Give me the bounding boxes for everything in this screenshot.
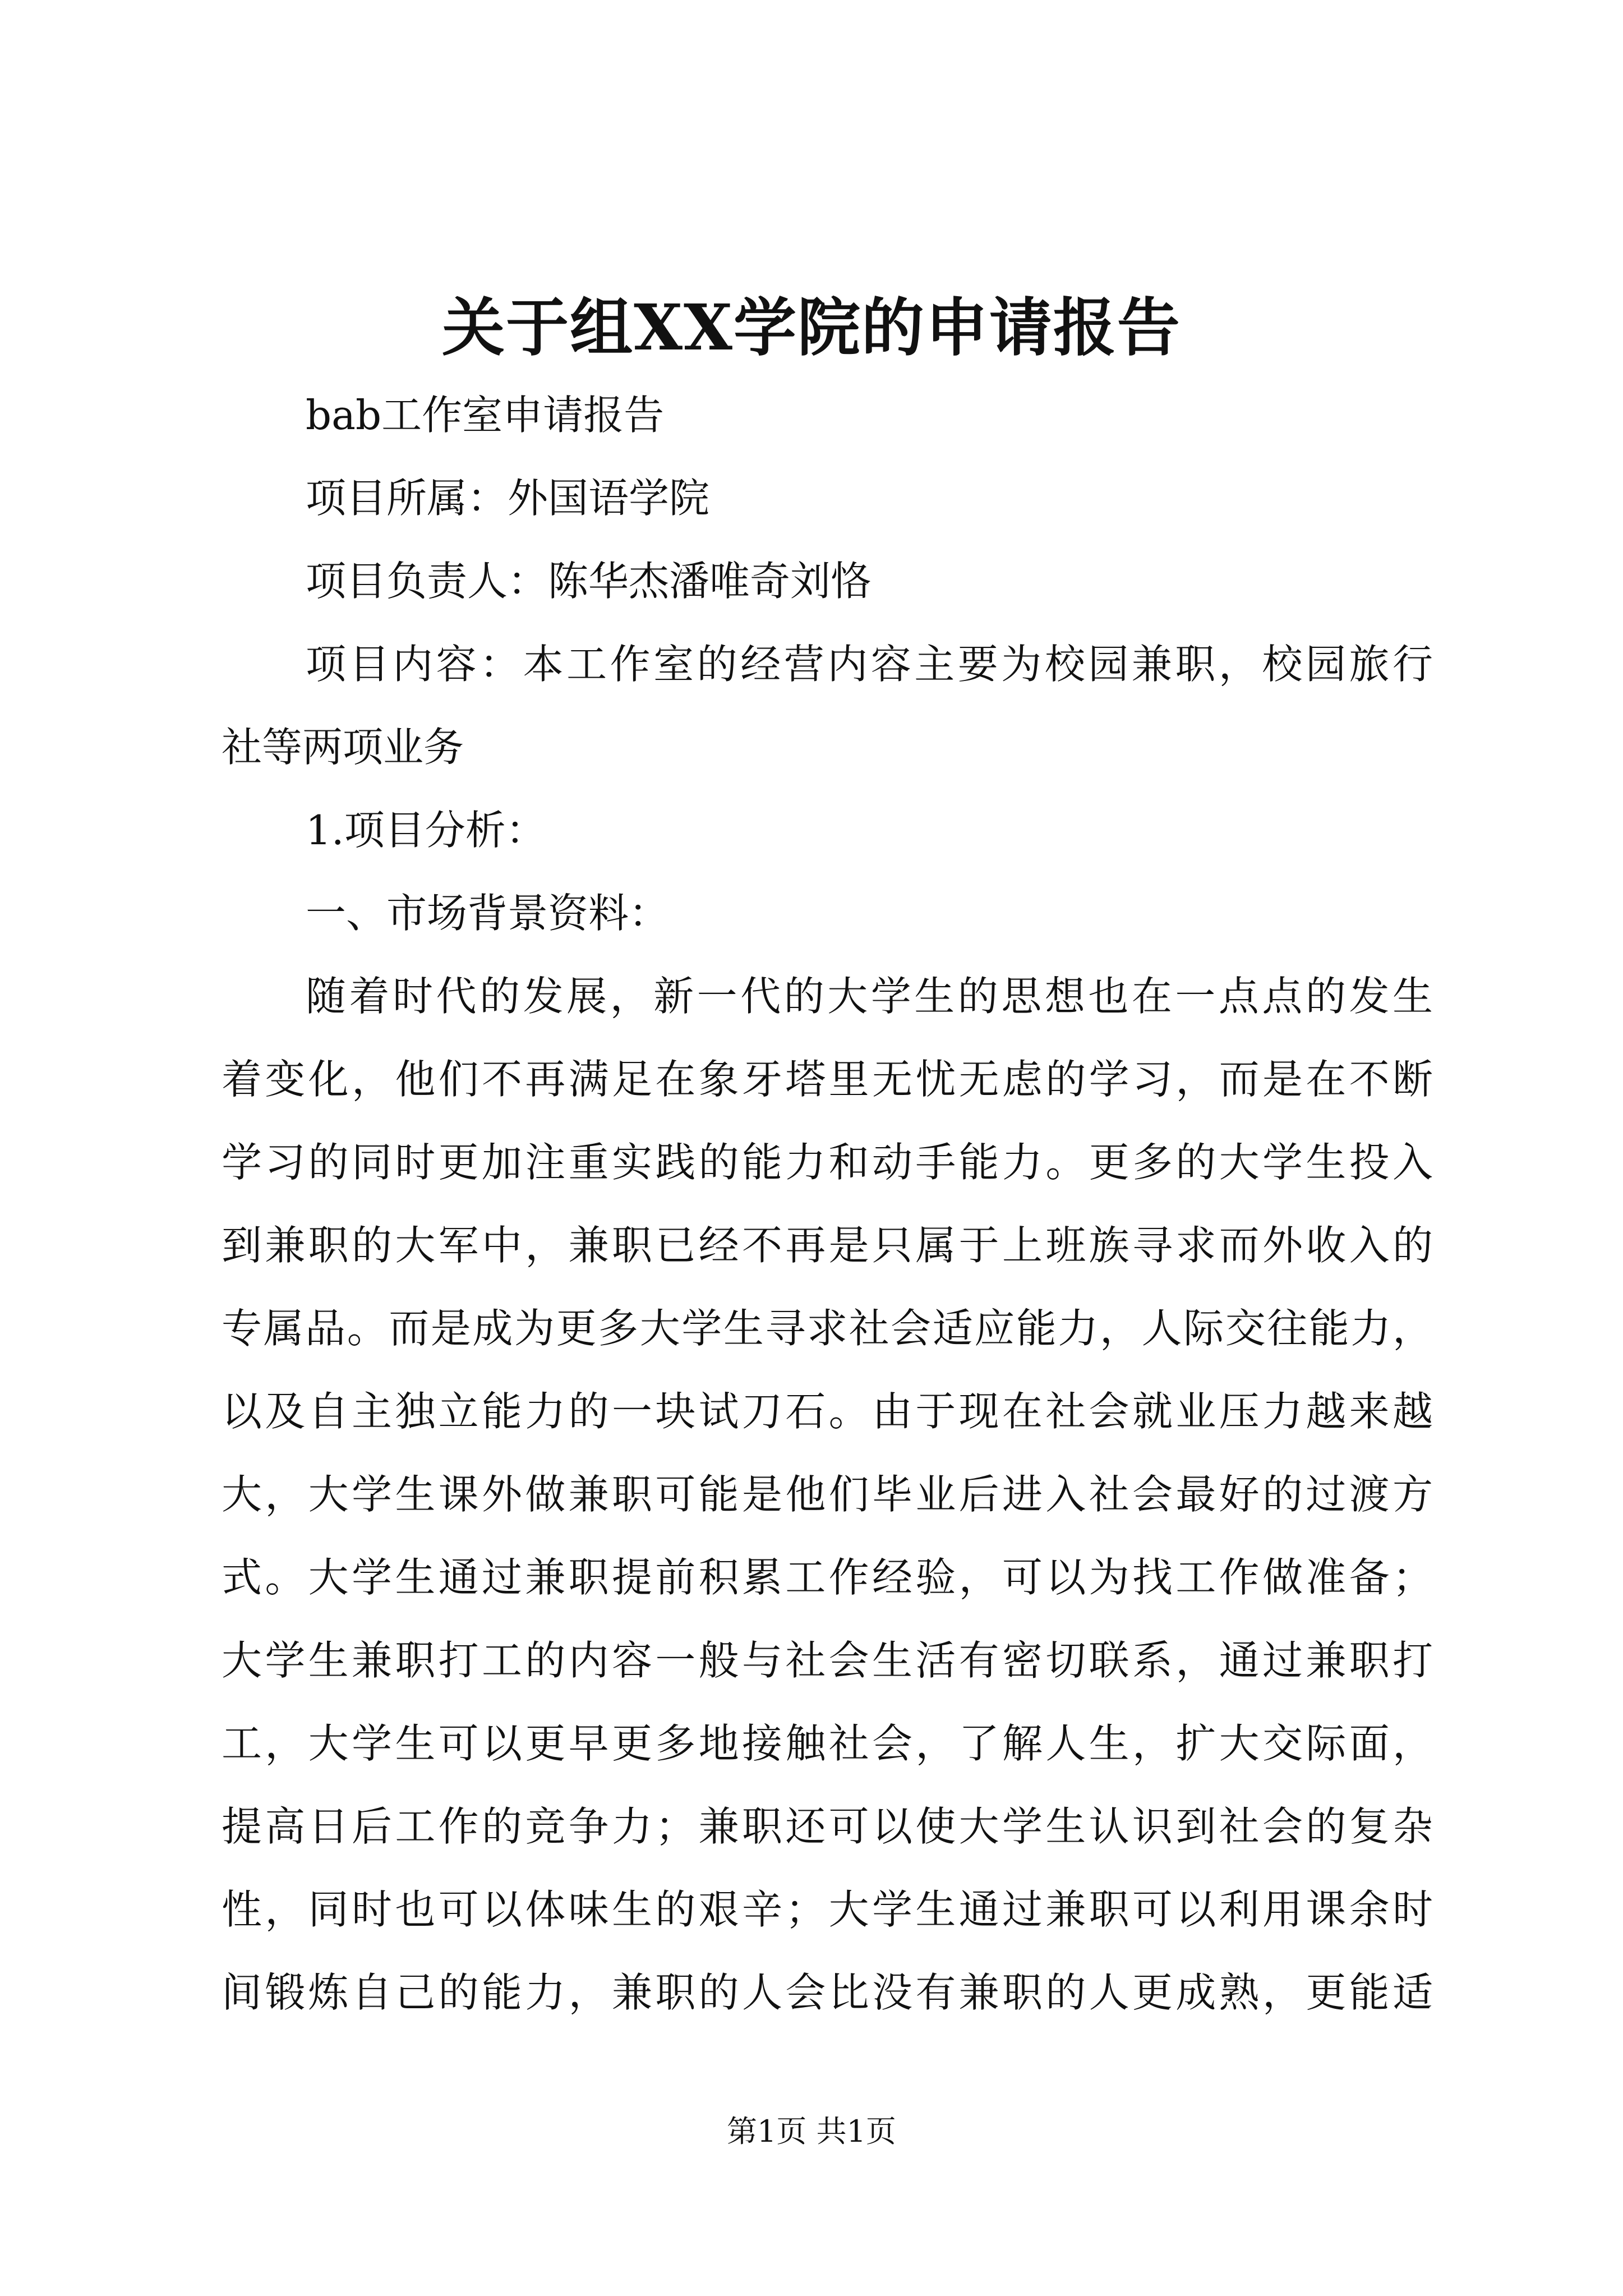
paragraph-project-leaders: 项目负责人：陈华杰潘唯奇刘恪 [306, 558, 872, 605]
paragraph-project-content-line-2: 社等两项业务 [222, 724, 464, 771]
body-line: 随着时代的发展，新一代的大学生的思想也在一点点的发生 [306, 973, 1433, 1020]
body-line: 提高日后工作的竞争力；兼职还可以使大学生认识到社会的复杂 [222, 1803, 1433, 1850]
body-line: 专属品。而是成为更多大学生寻求社会适应能力，人际交往能力， [222, 1305, 1433, 1352]
heading-project-analysis: 1.项目分析： [306, 807, 546, 854]
body-line: 工，大学生可以更早更多地接触社会，了解人生，扩大交际面， [222, 1720, 1433, 1767]
body-line: 式。大学生通过兼职提前积累工作经验，可以为找工作做准备； [222, 1554, 1433, 1601]
body-line: 性，同时也可以体味生的艰辛；大学生通过兼职可以利用课余时 [222, 1886, 1433, 1933]
page-number-footer: 第1页 共1页 [727, 2114, 896, 2149]
paragraph-studio-title: bab工作室申请报告 [306, 392, 665, 439]
paragraph-project-content-line-1: 项目内容：本工作室的经营内容主要为校园兼职，校园旅行 [306, 641, 1433, 688]
body-line: 大学生兼职打工的内容一般与社会生活有密切联系，通过兼职打 [222, 1637, 1433, 1684]
body-line: 大，大学生课外做兼职可能是他们毕业后进入社会最好的过渡方 [222, 1471, 1433, 1518]
paragraph-project-affiliation: 项目所属：外国语学院 [306, 475, 710, 522]
body-line: 着变化，他们不再满足在象牙塔里无忧无虑的学习，而是在不断 [222, 1056, 1433, 1103]
body-line: 以及自主独立能力的一块试刀石。由于现在社会就业压力越来越 [222, 1388, 1433, 1435]
body-line: 学习的同时更加注重实践的能力和动手能力。更多的大学生投入 [222, 1139, 1433, 1186]
heading-market-background: 一、市场背景资料： [306, 890, 670, 937]
body-line: 到兼职的大军中，兼职已经不再是只属于上班族寻求而外收入的 [222, 1222, 1433, 1269]
body-line: 间锻炼自己的能力，兼职的人会比没有兼职的人更成熟，更能适 [222, 1969, 1433, 2016]
document-title: 关于组XX学院的申请报告 [442, 291, 1181, 365]
